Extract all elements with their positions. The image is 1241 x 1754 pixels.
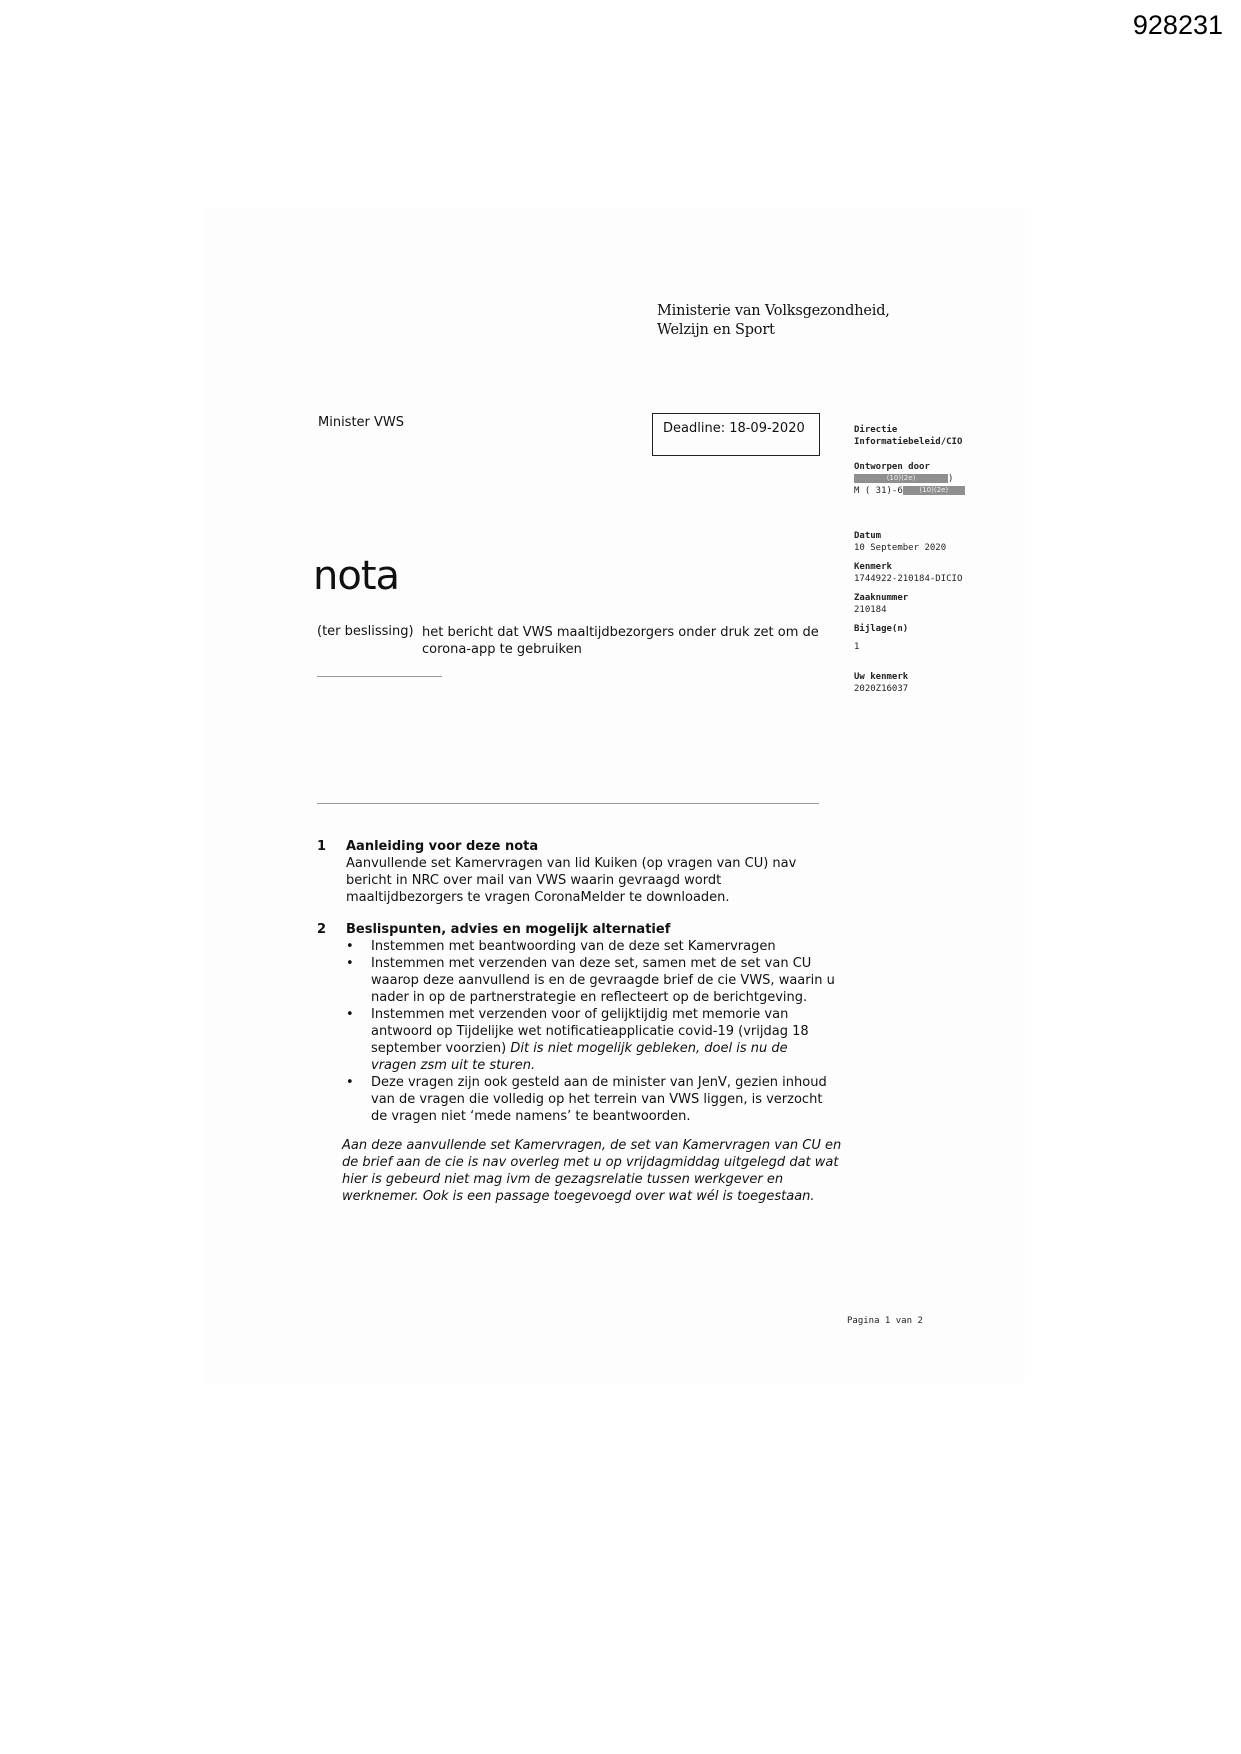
bijlage-group (854, 623, 994, 653)
list-item-text: Instemmen met beantwoording van de deze set Kamervragen (371, 939, 776, 954)
datum-group (854, 530, 994, 554)
ministry-name (657, 302, 890, 340)
directie-label: Directie (854, 425, 898, 435)
short-divider (317, 676, 442, 677)
ministry-line-1: Ministerie van Volksgezondheid, (657, 303, 890, 319)
list-item (346, 1006, 837, 1074)
section-aanleiding (317, 838, 837, 906)
closing-note: Aan deze aanvullende set Kamervragen, de set van Kamervragen van CU en de brief aan de cie is nav overleg met u op vrijdagmiddag uitgelegd dat wat hier is gebeurd niet mag ivm de gezagsrelatie tussen werkgever en werknemer. Ook is een passage toegevoegd over wat wél is toegestaan. (342, 1138, 842, 1204)
bijlage-label: Bijlage(n) (854, 624, 909, 634)
zaaknummer-value: 210184 (854, 605, 887, 615)
list-item (346, 955, 837, 1006)
phone-line (854, 485, 994, 497)
ontworpen-group (854, 461, 994, 497)
uw-kenmerk-label: Uw kenmerk (854, 672, 909, 682)
redaction-box: (10)(2e) (903, 486, 965, 495)
uw-kenmerk-value: 2020Z16037 (854, 684, 909, 694)
long-divider (317, 803, 819, 804)
page-number: Pagina 1 van 2 (847, 1316, 923, 1326)
subject-text: het bericht dat VWS maaltijdbezorgers onder druk zet om de corona-app te gebruiken (422, 625, 819, 657)
list-item-note: Dit is niet mogelijk gebleken, doel is nu de vragen zsm uit te sturen. (371, 1041, 788, 1073)
zaaknummer-group (854, 592, 994, 616)
datum-value: 10 September 2020 (854, 543, 947, 553)
list-item-text: Instemmen met verzenden van deze set, samen met de set van CU waarop deze aanvullend is en de gevraagde brief de cie VWS, waarin u nader in op de partnerstrategie en reflecteert op de berichtgeving. (371, 956, 835, 1005)
redaction-box: (10)(2e) (854, 474, 948, 483)
document-title: nota (313, 553, 400, 599)
kenmerk-label: Kenmerk (854, 562, 892, 572)
bullet-icon: • (346, 956, 354, 971)
kenmerk-value: 1744922-210184-DICIO (854, 574, 963, 584)
subject-label: (ter beslissing) (317, 624, 414, 639)
uw-kenmerk-group (854, 671, 994, 695)
list-item (346, 1074, 837, 1125)
list-item (346, 938, 837, 955)
section-heading: Aanleiding voor deze nota (346, 839, 539, 854)
zaaknummer-label: Zaaknummer (854, 593, 909, 603)
bullet-icon: • (346, 1007, 354, 1022)
scanned-page (205, 208, 1025, 1383)
bijlage-value: 1 (854, 642, 860, 652)
ontworpen-label: Ontworpen door (854, 462, 930, 472)
section-body: Aanvullende set Kamervragen van lid Kuiken (op vragen van CU) nav bericht in NRC over mail van VWS waarin gevraagd wordt maaltijdbezorgers te vragen CoronaMelder te downloaden. (346, 856, 797, 905)
ontworpen-line (854, 473, 994, 485)
directie-value: Informatiebeleid/CIO (854, 437, 963, 447)
deadline-box (652, 413, 820, 456)
bullet-icon: • (346, 939, 354, 954)
section-beslispunten (317, 921, 837, 1125)
list-item-text: Instemmen met verzenden voor of gelijktijdig met memorie van antwoord op Tijdelijke wet notificatieapplicatie covid-19 (vrijdag 18 september voorzien) (371, 1007, 809, 1056)
ministry-line-2: Welzijn en Sport (657, 322, 775, 338)
section-number: 2 (317, 922, 327, 937)
section-heading: Beslispunten, advies en mogelijk alternatief (346, 922, 671, 937)
section-number: 1 (317, 839, 327, 854)
list-item-text: Deze vragen zijn ook gesteld aan de minister van JenV, gezien inhoud van de vragen die volledig op het terrein van VWS liggen, is verzocht de vragen niet ‘mede namens’ te beantwoorden. (371, 1075, 827, 1124)
datum-label: Datum (854, 531, 882, 541)
document-id: 928231 (1132, 10, 1223, 40)
phone-prefix: M ( 31)-6 (854, 486, 903, 496)
ontworpen-close: ) (948, 474, 954, 484)
bullet-icon: • (346, 1075, 354, 1090)
kenmerk-group (854, 561, 994, 585)
addressee: Minister VWS (318, 415, 405, 430)
deadline-text: Deadline: 18-09-2020 (663, 421, 805, 436)
decision-list (346, 938, 837, 1125)
directie-group (854, 424, 994, 448)
